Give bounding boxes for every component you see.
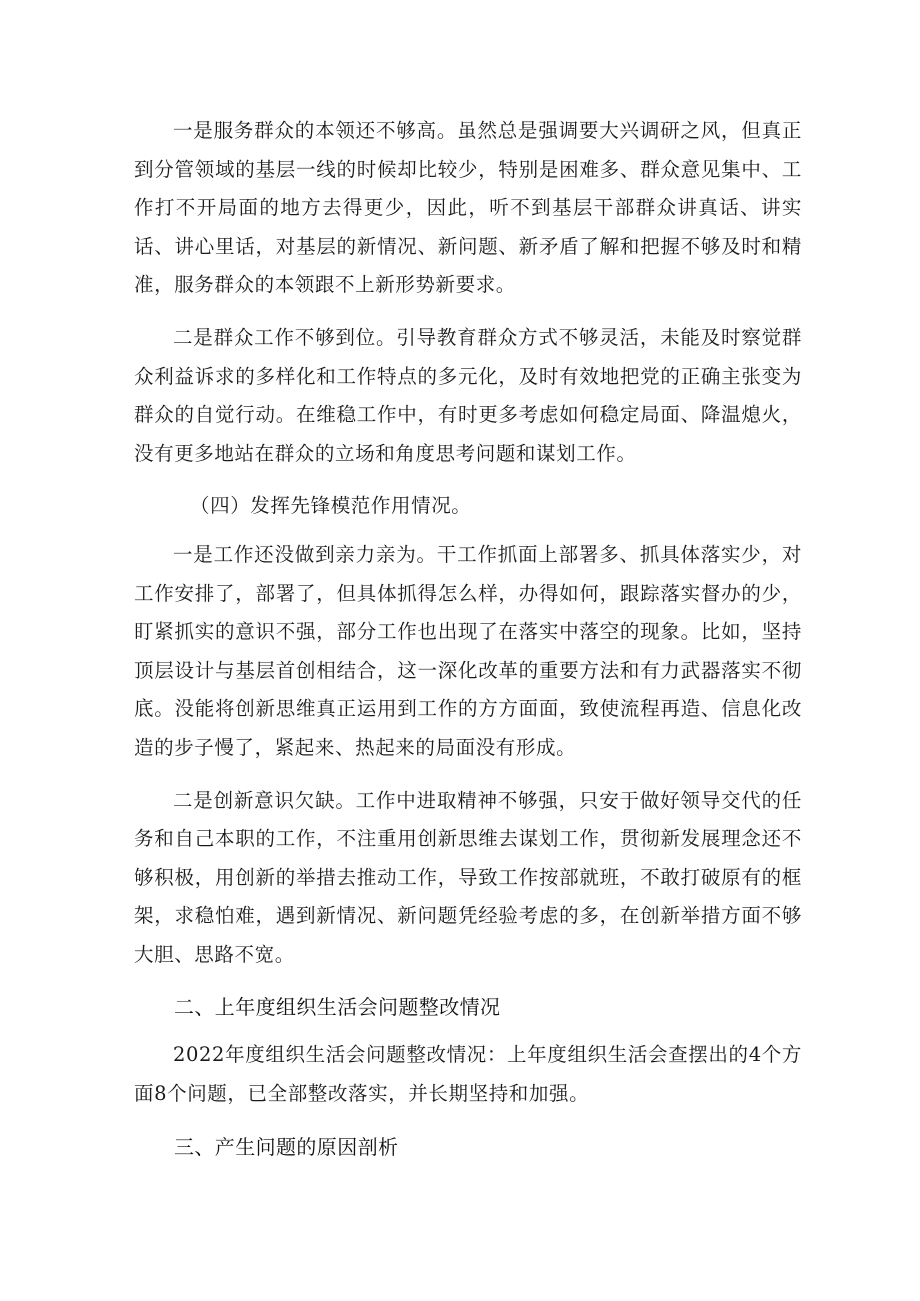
paragraph-hands-on-work: 一是工作还没做到亲力亲为。干工作抓面上部署多、抓具体落实少，对工作安排了，部署了，但具体抓得怎么样，办得如何，跟踪落实督办的少，盯紧抓实的意识不强，部分工作也出现了在落实中落空的现象。比如，坚持顶层设计与基层首创相结合，这一深化改革的重要方法和有力武器落实不彻底。没能将创新思维真正运用到工作的方方面面，致使流程再造、信息化改造的步子慢了，紧起来、热起来的局面没有形成。 — [134, 542, 802, 759]
paragraph-service-ability: 一是服务群众的本领还不够高。虽然总是强调要大兴调研之风，但真正到分管领域的基层一线的时候却比较少，特别是困难多、群众意见集中、工作打不开局面的地方去得更少，因此，听不到基层干部群众讲真话、讲实话、讲心里话，对基层的新情况、新问题、新矛盾了解和把握不够及时和精准，服务群众的本领跟不上新形势新要求。 — [134, 119, 802, 297]
paragraph-rectification-status: 2022年度组织生活会问题整改情况：上年度组织生活会查摆出的4个方面8个问题，已全部整改落实，并长期坚持和加强。 — [134, 1043, 802, 1106]
subheading-vanguard-role: （四）发挥先锋模范作用情况。 — [190, 494, 472, 518]
section-heading-rectification: 二、上年度组织生活会问题整改情况 — [174, 995, 501, 1020]
paragraph-innovation: 二是创新意识欠缺。工作中进取精神不够强，只安于做好领导交代的任务和自己本职的工作，不注重用创新思维去谋划工作，贯彻新发展理念还不够积极，用创新的举措去推动工作，导致工作按部就班，不敢打破原有的框架，求稳怕难，遇到新情况、新问题凭经验考虑的多，在创新举措方面不够大胆、思路不宽。 — [134, 788, 802, 966]
paragraph-mass-work: 二是群众工作不够到位。引导教育群众方式不够灵活，未能及时察觉群众利益诉求的多样化和工作特点的多元化，及时有效地把党的正确主张变为群众的自觉行动。在维稳工作中，有时更多考虑如何稳定局面、降温熄火，没有更多地站在群众的立场和角度思考问题和谋划工作。 — [134, 325, 802, 465]
section-heading-cause-analysis: 三、产生问题的原因剖析 — [174, 1134, 399, 1159]
document-body — [134, 112, 802, 1166]
